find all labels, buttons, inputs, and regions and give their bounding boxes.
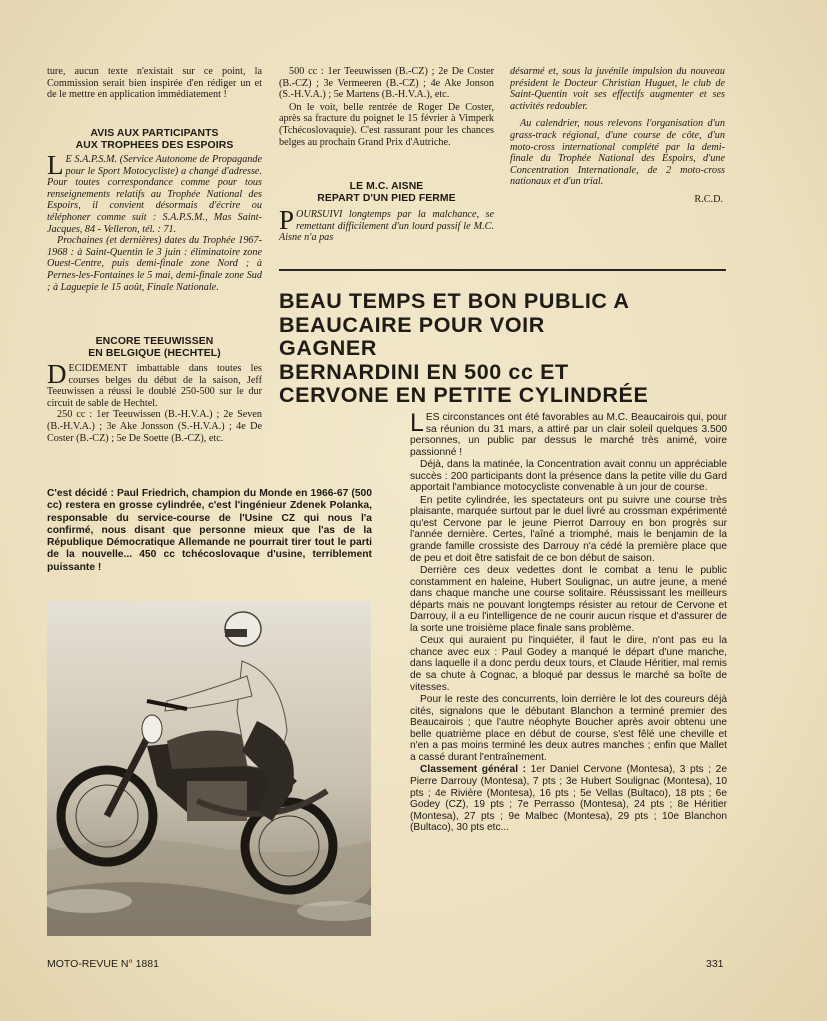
col2-text — [279, 66, 494, 149]
teeuwissen-heading-line2: EN BELGIQUE (HECHTEL) — [88, 347, 221, 359]
friedrich-note: C'est décidé : Paul Friedrich, champion du Monde en 1966-67 (500 cc) restera en grosse cylindrée, c'est l'ingénieur Zdenek Polanka, responsable du service-course de l'Usine CZ qui nous l'a confirmé, nous disant que personne mieux que l'as de la République Démocratique Allemande ne pourrait tirer tout le parti de la nouvelle... 450 cc tchécoslovaque d'usine, terriblement puissante ! — [47, 488, 372, 573]
signature: R.C.D. — [694, 193, 723, 205]
classement-paragraph — [410, 764, 727, 833]
article-paragraph-4: Derrière ces deux vedettes dont le combat a tenu le public constamment en haleine, Hubert Soulignac, un autre jeune, a mené dans chaque manche une course solitaire. Réussissant les meilleurs départs mais ne pouvant longtemps résister au retour de Cervone et Darrouy, il a eu l'intelligence de ne courir aucun risque et d'assurer de la sorte une troisième place finale sans problème. — [410, 565, 727, 634]
col3-text — [510, 66, 725, 206]
avis-text-dates: Prochaines (et dernières) dates du Trophée 1967-1968 : à Saint-Quentin le 3 juin : éliminatoire zone Ouest-Centre, puis demi-finale zone Nord ; à Pernes-les-Fontaines le 5 mai, demi-finale zone Sud ; à Laguepie le 15 août, Finale Nationale. — [47, 235, 262, 293]
aisne-body — [279, 205, 494, 244]
teeuwissen-drop-cap: D — [47, 359, 67, 389]
article-body — [410, 409, 727, 835]
article-paragraph-5: Ceux qui auraient pu l'inquiéter, il faut le dire, n'ont pas eu la chance avec eux : Paul Godey a manqué le départ d'une manche, dans laquelle il a donc perdu deux tours, et Claude Héritier, mal remis de sa chute à Cognac, a bloqué par dessus le marché sa boîte de vitesses. — [410, 635, 727, 693]
headline-line4: CERVONE EN PETITE CYLINDRÉE — [279, 383, 649, 407]
avis-heading-line2: AUX TROPHEES DES ESPOIRS — [75, 139, 234, 151]
page-number: 331 — [706, 958, 724, 970]
article-paragraph-3: En petite cylindrée, les spectateurs ont pu suivre une course très plaisante, marquée surtout par le duel livré au crossman expérimenté qu'est Cervone par le jeune Pierrot Darrouy en bon progrès sur l'année dernière. Certes, l'aîné a triomphé, mais le benjamin de la grande famille crossiste des Darrouy n'a cédé la première place que de peu et doit être satisfait de ce bon début de saison. — [410, 494, 727, 564]
teeuwissen-text: ECIDEMENT imbattable dans toutes les courses belges du début de la saison, Jeff Teeuwissen a réussi le doublé 250-500 sur le dur circuit de sable de Hechtel. — [47, 363, 262, 409]
avis-drop-cap: L — [47, 150, 64, 180]
calendar-paragraph: Au calendrier, nous relevons l'organisation d'un grass-track régional, d'une course de côte, d'un moto-cross international complété par la demi-finale du Trophée National des Espoirs, d'une Concentration Internationale, de 2 moto-cross nationaux et d'un trial. — [510, 118, 725, 188]
teeuwissen-heading-line1: ENCORE TEEUWISSEN — [95, 336, 214, 347]
headline-line1: BEAU TEMPS ET BON PUBLIC A — [279, 289, 630, 313]
results-500cc: 500 cc : 1er Teeuwissen (B.-CZ) ; 2e De Coster (B.-CZ) ; 3e Vermeeren (B.-CZ) ; 4e Ake Jonson (S.-H.V.A.) ; 5e Martens (B.-H.V.A.), etc. — [279, 66, 494, 101]
headline-line3: BERNARDINI EN 500 cc ET — [279, 359, 569, 384]
magazine-footer: MOTO-REVUE N° 1881 — [47, 958, 159, 970]
headline-line2: BEAUCAIRE POUR VOIR GAGNER — [279, 312, 545, 360]
avis-heading-line1: AVIS AUX PARTICIPANTS — [90, 128, 219, 139]
rider-illustration — [47, 601, 371, 936]
col1-intro: ture, aucun texte n'existait sur ce point, la Commission serait bien inspirée d'en rédiger un et de le mettre en application immédiatement ! — [47, 66, 262, 101]
avis-text: E S.A.P.S.M. (Service Autonome de Propagande pour le Sport Motocycliste) a changé d'adresse. Pour toutes correspondance comme pour tous renseignements relatifs au Trophée National des Espoirs, il convient désormais d'écrire ou téléphoner comme suit : S.A.P.S.M., Mas Saint-Jacques, 84 - Velleron, tél. : 71. — [47, 154, 262, 235]
teeuwissen-body — [47, 359, 262, 445]
aisne-drop-cap: P — [279, 205, 295, 235]
motocross-photo — [47, 601, 371, 936]
article-p1-text: ES circonstances ont été favorables au M.C. Beaucairois qui, pour sa réunion du 31 mars, a attiré par un clair soleil quelques 3.500 personnes, un public par dessus le marché très animé, voire passionné ! — [410, 412, 727, 458]
article-headline — [279, 290, 649, 408]
decoster-paragraph: On le voit, belle rentrée de Roger De Coster, après sa fracture du poignet le 15 février à Vimperk (Tchécoslovaquie). C'est rassurant pour les chances belges au prochain Grand Prix d'Autriche. — [279, 101, 494, 148]
aisne-heading-line2: REPART D'UN PIED FERME — [317, 192, 456, 204]
section-divider — [279, 269, 726, 271]
classement-text: 1er Daniel Cervone (Montesa), 3 pts ; 2e Pierre Darrouy (Montesa), 7 pts ; 3e Hubert Soulignac (Montesa), 10 pts ; 4e Rivière (Montesa), 16 pts ; 5e Vellas (Bultaco), 18 pts ; 6e Godey (CZ), 19 pts ; 7e Perrasso (Montesa), 24 pts ; 8e Héritier (Montesa), 27 pts ; 9e Malbec (Montesa), 29 pts ; 10e Blanchon (Bultaco), 30 pts etc... — [410, 764, 727, 834]
aisne-heading — [279, 181, 494, 204]
aisne-heading-line1: LE M.C. AISNE — [349, 181, 424, 192]
article-paragraph-1 — [410, 409, 727, 458]
classement-label: Classement général : — [420, 764, 527, 776]
avis-body — [47, 150, 262, 294]
avis-heading — [47, 128, 262, 151]
article-paragraph-6: Pour le reste des concurrents, loin derrière le lot des coureurs déjà cités, signalons que le débutant Blanchon a terminé premier des Beaucairois ; que l'autre néophyte Boucher après avoir obtenu une belle quatrième place en début de course, s'est fêlé une cheville et n'en a pas moins terminé les deux autres manches ; enfin que Mallet a cassé durant l'entraînement. — [410, 694, 727, 763]
aisne-text: OURSUIVI longtemps par la malchance, se remettant difficilement d'un lourd passif le M.C. Aisne n'a pas — [279, 209, 494, 244]
aisne-continued: désarmé et, sous la juvénile impulsion du nouveau président le Docteur Christian Huguet, le club de Saint-Quentin voit ses effectifs augmenter et ses activités redoubler. — [510, 66, 725, 112]
article-drop-cap: L — [410, 409, 424, 437]
teeuwissen-results-250: 250 cc : 1er Teeuwissen (B.-H.V.A.) ; 2e Seven (B.-H.V.A.) ; 3e Ake Jonsson (S.-H.V.A.) ; 4e De Coster (B.-CZ) ; 5e De Soette (B.-CZ), etc. — [47, 409, 262, 444]
teeuwissen-heading — [47, 336, 262, 359]
article-paragraph-2: Déjà, dans la matinée, la Concentration avait connu un appréciable succès : 200 participants dont la présence dans la petite ville du Gard apportait l'ambiance motocycliste convenable à un jour de course. — [410, 459, 727, 494]
